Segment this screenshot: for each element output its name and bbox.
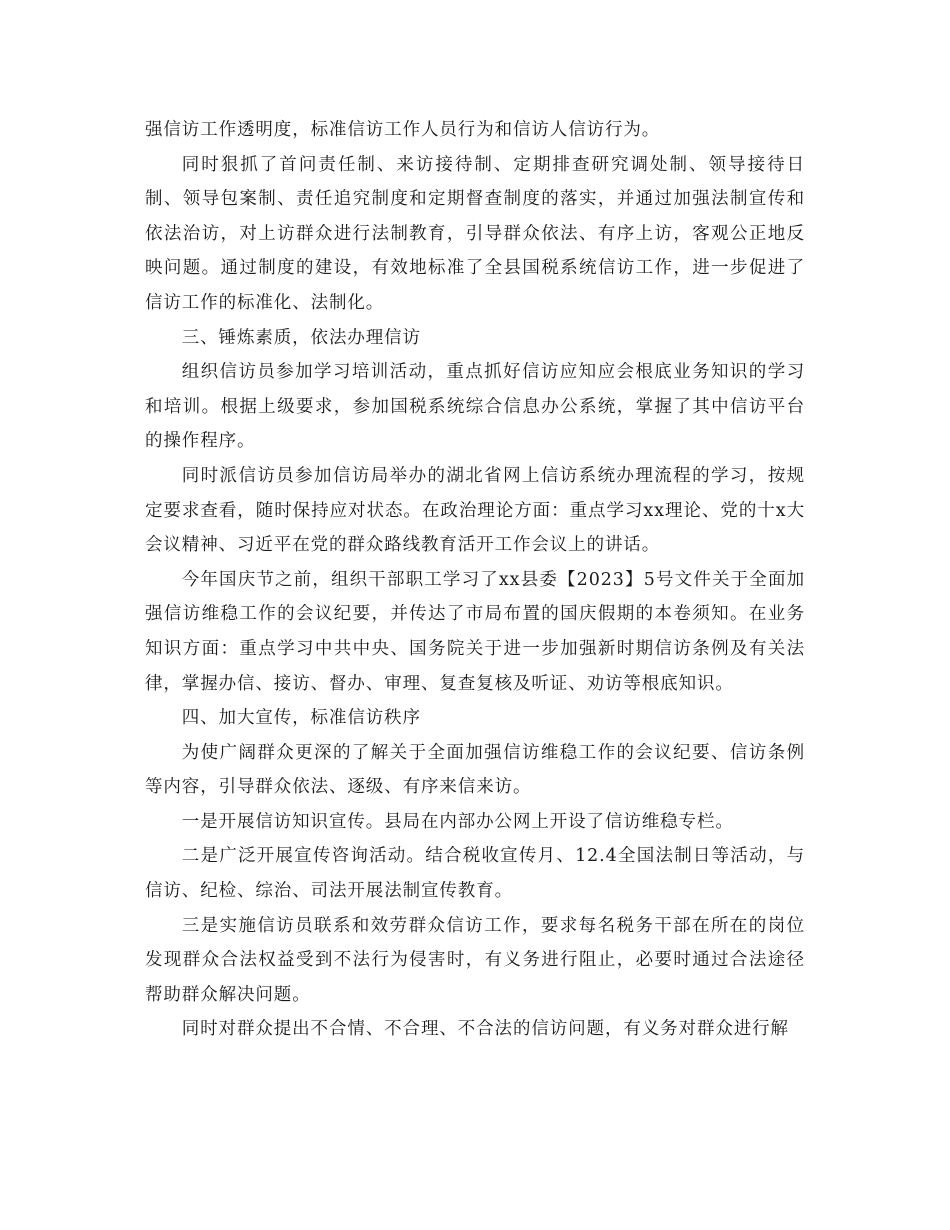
paragraph-5: 同时派信访员参加信访局举办的湖北省网上信访系统办理流程的学习，按规定要求查看，随时保持应对状态。在政治理论方面：重点学习xx理论、党的十x大会议精神、习近平在党的群众路线教育活开工作会议上的讲话。 — [145, 465, 805, 556]
paragraph-11: 三是实施信访员联系和效劳群众信访工作，要求每名税务干部在所在的岗位发现群众合法权益受到不法行为侵害时，有义务进行阻止，必要时通过合法途径帮助群众解决问题。 — [145, 915, 805, 1005]
paragraph-8: 为使广阔群众更深的了解关于全面加强信访维稳工作的会议纪要、信访条例等内容，引导群众依法、逐级、有序来信来访。 — [145, 742, 805, 798]
paragraph-2: 同时狠抓了首问责任制、来访接待制、定期排查研究调处制、领导接待日制、领导包案制、责任追究制度和定期督查制度的落实，并通过加强法制宣传和依法治访，对上访群众进行法制教育，引导群众依法、有序上访，客观公正地反映问题。通过制度的建设，有效地标准了全县国税系统信访工作，进一步促进了信访工作的标准化、法制化。 — [145, 154, 805, 313]
paragraph-9: 一是开展信访知识宣传。县局在内部办公网上开设了信访维稳专栏。 — [181, 811, 734, 832]
paragraph-4: 组织信访员参加学习培训活动，重点抓好信访应知应会根底业务知识的学习和培训。根据上级要求，参加国税系统综合信息办公系统，掌握了其中信访平台的操作程序。 — [145, 362, 805, 452]
paragraph-12: 同时对群众提出不合情、不合理、不合法的信访问题，有义务对群众进行解 — [181, 1019, 789, 1040]
paragraph-6: 今年国庆节之前，组织干部职工学习了xx县委【2023】5号文件关于全面加强信访维稳工作的会议纪要，并传达了市局布置的国庆假期的本卷须知。在业务知识方面：重点学习中共中央、国务院关于进一步加强新时期信访条例及有关法律，掌握办信、接访、督办、审理、复查复核及听证、劝访等根底知识。 — [145, 569, 805, 694]
section-heading-4: 四、加大宣传，标准信访秩序 — [181, 708, 421, 729]
section-heading-3: 三、锤炼素质，依法办理信访 — [181, 327, 421, 348]
paragraph-1: 强信访工作透明度，标准信访工作人员行为和信访人信访行为。 — [145, 120, 661, 140]
document-page — [145, 113, 805, 1047]
paragraph-10: 二是广泛开展宣传咨询活动。结合税收宣传月、12.4全国法制日等活动，与信访、纪检、综治、司法开展法制宣传教育。 — [145, 846, 805, 902]
